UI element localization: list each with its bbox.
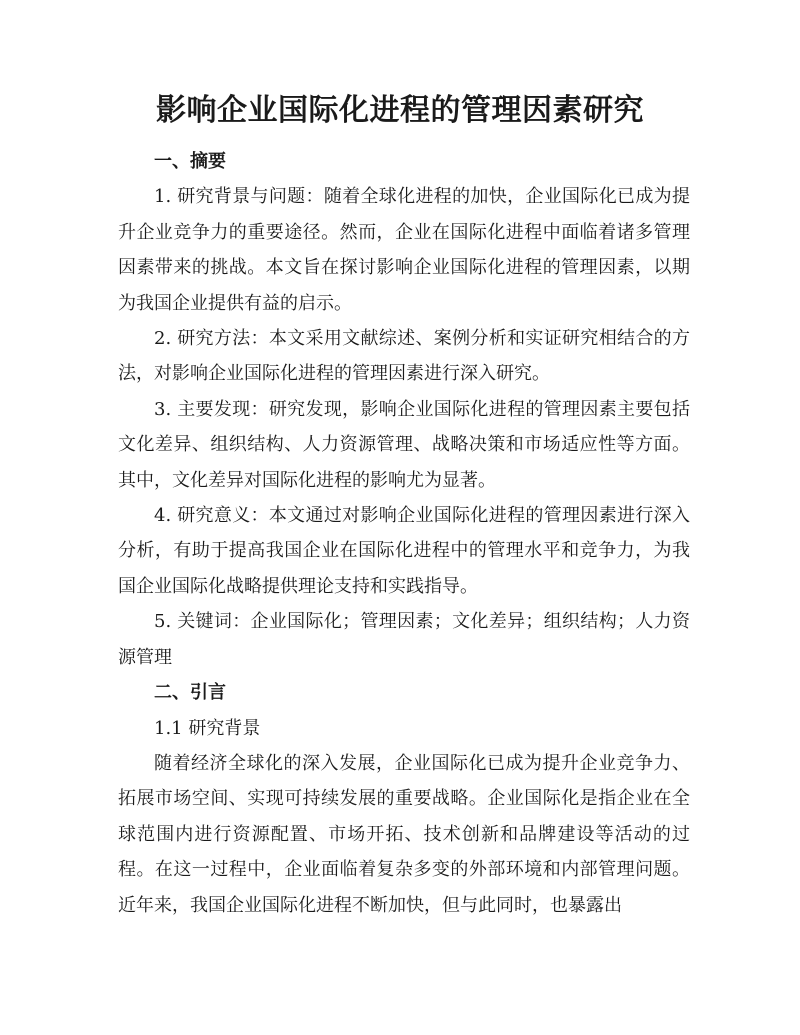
paragraph-introduction-body: 随着经济全球化的深入发展，企业国际化已成为提升企业竞争力、拓展市场空间、实现可持续发展的重要战略。企业国际化是指企业在全球范围内进行资源配置、市场开拓、技术创新和品牌建设等活动的过程。在这一过程中，企业面临着复杂多变的外部环境和内部管理问题。近年来，我国企业国际化进程不断加快，但与此同时，也暴露出 (118, 752, 690, 916)
paragraph-research-method: 2. 研究方法：本文采用文献综述、案例分析和实证研究相结合的方法，对影响企业国际化进程的管理因素进行深入研究。 (118, 328, 690, 385)
paragraph-main-findings: 3. 主要发现：研究发现，影响企业国际化进程的管理因素主要包括文化差异、组织结构、人力资源管理、战略决策和市场适应性等方面。其中，文化差异对国际化进程的影响尤为显著。 (118, 398, 690, 491)
paragraph-research-significance: 4. 研究意义：本文通过对影响企业国际化进程的管理因素进行深入分析，有助于提高我国企业在国际化进程中的管理水平和竞争力，为我国企业国际化战略提供理论支持和实践指导。 (118, 505, 690, 597)
subsection-heading-background: 1.1 研究背景 (154, 717, 261, 739)
paragraph-research-background: 1. 研究背景与问题：随着全球化进程的加快，企业国际化已成为提升企业竞争力的重要途径。然而，企业在国际化进程中面临着诸多管理因素带来的挑战。本文旨在探讨影响企业国际化进程的管理因素，以期为我国企业提供有益的启示。 (118, 186, 690, 314)
paragraph-keywords: 5. 关键词：企业国际化；管理因素；文化差异；组织结构；人力资源管理 (118, 611, 690, 668)
document-title: 影响企业国际化进程的管理因素研究 (156, 93, 644, 128)
section-heading-abstract: 一、摘要 (154, 151, 226, 172)
section-heading-introduction: 二、引言 (154, 682, 226, 704)
document-body (118, 144, 690, 923)
